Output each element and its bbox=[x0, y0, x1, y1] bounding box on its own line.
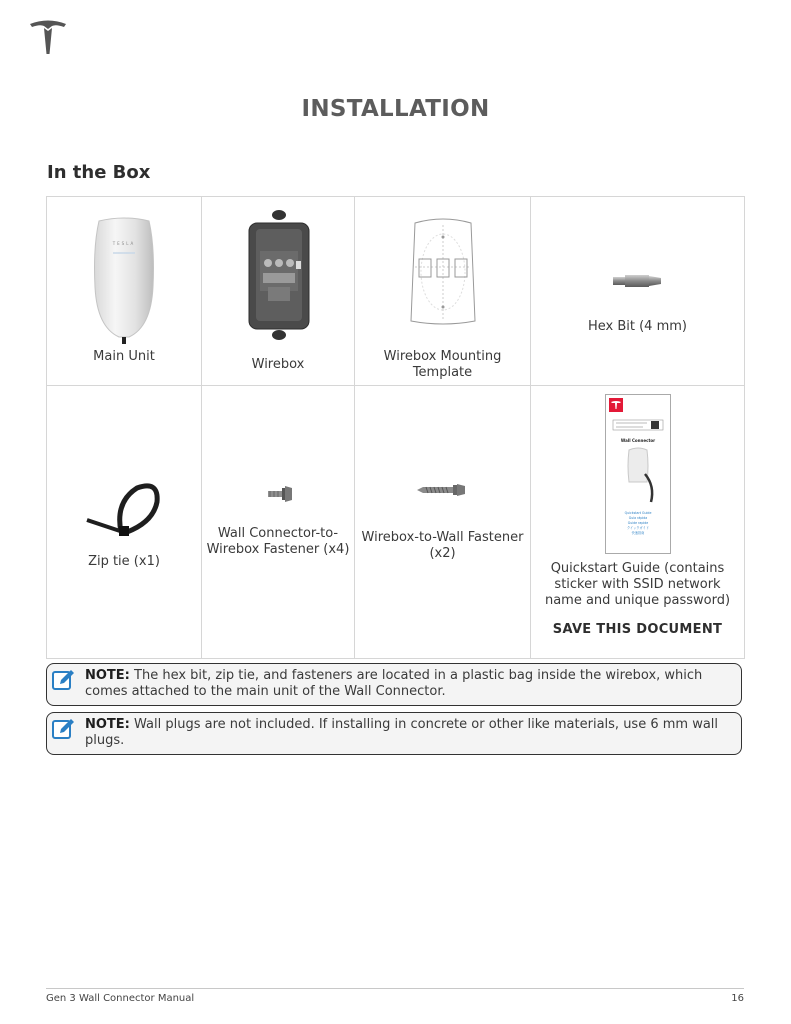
tesla-logo-icon bbox=[28, 18, 68, 58]
item-cell bbox=[47, 197, 202, 386]
item-cell bbox=[355, 197, 531, 386]
footer-manual-name: Gen 3 Wall Connector Manual bbox=[46, 993, 195, 1004]
item-label: Wirebox-to-Wall Fastener (x2) bbox=[361, 530, 524, 561]
mounting-template-image bbox=[409, 217, 477, 327]
note-text bbox=[85, 668, 731, 700]
item-label: Quickstart Guide (contains sticker with SSID network name and unique password) bbox=[544, 561, 731, 608]
guide-heading: Wall Connector bbox=[620, 438, 656, 443]
note-box bbox=[46, 663, 742, 706]
footer-page-number: 16 bbox=[731, 993, 744, 1004]
note-label: NOTE: bbox=[85, 717, 130, 732]
item-cell bbox=[355, 386, 531, 659]
item-label: Wirebox Mounting Template bbox=[383, 349, 502, 380]
main-unit-image bbox=[91, 217, 157, 345]
in-the-box-table bbox=[46, 196, 745, 659]
item-cell bbox=[202, 197, 355, 386]
svg-text:TESLA: TESLA bbox=[112, 241, 136, 246]
zip-tie-image bbox=[85, 482, 165, 540]
note-body: Wall plugs are not included. If installing in concrete or other like materials, use 6 mm wall plugs. bbox=[85, 717, 719, 748]
save-document-note: SAVE THIS DOCUMENT bbox=[552, 622, 723, 637]
hex-bit-image bbox=[611, 271, 665, 291]
guide-caption-line: Guía rápida bbox=[628, 516, 648, 520]
section-title: In the Box bbox=[47, 162, 151, 183]
guide-caption-line: Guide rapide bbox=[627, 521, 649, 525]
pencil-note-icon bbox=[52, 669, 76, 691]
note-body: The hex bit, zip tie, and fasteners are located in a plastic bag inside the wirebox, which comes attached to the main unit of the Wall Connector. bbox=[85, 668, 703, 699]
item-cell bbox=[531, 197, 745, 386]
item-label: Zip tie (x1) bbox=[88, 554, 160, 569]
item-label: Wall Connector-to-Wirebox Fastener (x4) bbox=[206, 526, 350, 557]
quickstart-guide-image bbox=[605, 394, 671, 554]
note-text bbox=[85, 717, 731, 749]
item-cell bbox=[202, 386, 355, 659]
page-title: INSTALLATION bbox=[301, 96, 490, 122]
footer-divider bbox=[46, 988, 744, 989]
pencil-note-icon bbox=[52, 718, 76, 740]
screw-image bbox=[415, 482, 469, 498]
note-box bbox=[46, 712, 742, 755]
item-cell bbox=[47, 386, 202, 659]
guide-caption-line: クイックガイド bbox=[627, 526, 649, 530]
item-label: Hex Bit (4 mm) bbox=[587, 319, 687, 334]
wirebox-image bbox=[246, 209, 312, 343]
note-label: NOTE: bbox=[85, 668, 130, 683]
guide-caption-line: 快速指南 bbox=[631, 531, 645, 535]
item-label: Wirebox bbox=[251, 357, 305, 372]
fastener-image bbox=[266, 484, 296, 504]
guide-caption-line: Quickstart Guide bbox=[624, 511, 652, 515]
item-label: Main Unit bbox=[93, 349, 155, 364]
item-cell bbox=[531, 386, 745, 659]
